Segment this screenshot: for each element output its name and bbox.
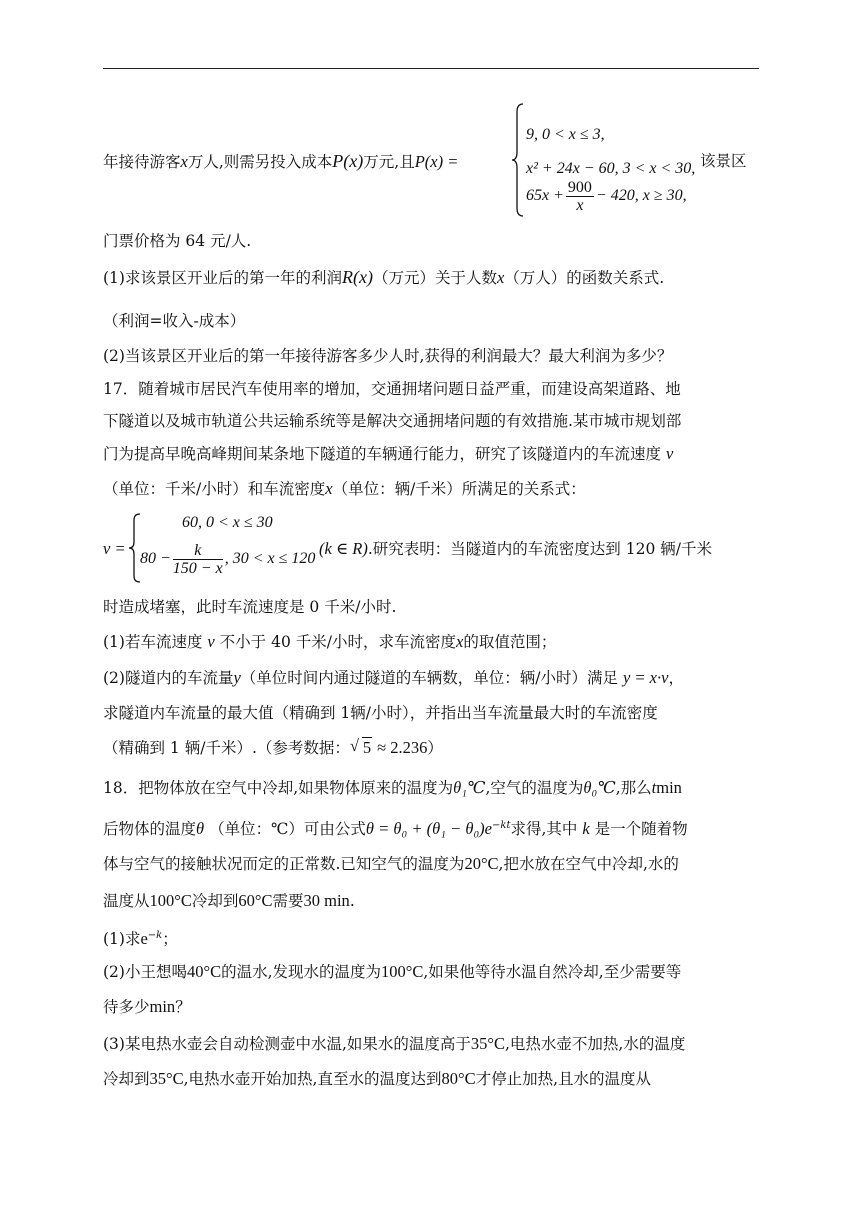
question-16-2: (2)当该景区开业后的第一年接待游客多少人时,获得的利润最大？最大利润为多少？ [103,347,673,365]
text-line: 门票价格为 64 元/人. [103,232,252,250]
question-18-line-4: 温度从100°C冷却到60°C需要30 min. [103,891,355,910]
question-17-line-2: 下隧道以及城市轨道公共运输系统等是解决交通拥堵问题的有效措施.某市城市规划部 [103,412,682,430]
cost-function-line [103,150,458,173]
var-px: P(x) [332,151,364,171]
text: 65x + [526,187,564,205]
text: − 420, x ≥ 30, [595,187,687,205]
question-18-part-3-cont: 冷却到35°C,电热水壶开始加热,直至水的温度达到80°C才停止加热,且水的温度从 [103,1069,652,1088]
speed-case-1: 60, 0 < x ≤ 30 [182,514,273,531]
speed-function-tail: (k ∈ R).研究表明：当隧道内的车流密度达到 120 辆/千米 [319,539,712,558]
question-16-1: (1)求该景区开业后的第一年的利润R(x)（万元）关于人数x（万人）的函数关系式. [103,267,665,287]
left-brace-icon [511,102,525,218]
question-17-line-3: 门为提高早晚高峰期间某条地下隧道的车辆通行能力，研究了该隧道内的车流速度 v [103,444,674,463]
var-x: x [180,152,188,171]
cost-function-tail: 该景区 [700,152,747,170]
question-18-part-1: (1)求$e^{-k}$； [103,929,178,949]
question-17-line-1: 17．随着城市居民汽车使用率的增加，交通拥堵问题日益严重，而建设高架道路、地 [103,380,681,398]
question-18-part-2: (2)小王想喝40°C的温水,发现水的温度为100°C,如果他等待水温自然冷却,至少需要等 [103,962,682,981]
question-17-line-5: 时造成堵塞，此时车流速度是 0 千米/小时. [103,598,397,616]
question-18-line-1: 18．把物体放在空气中冷却,如果物体原来的温度为θ₁℃,空气的温度为θ₀℃,那么tmin [103,778,682,797]
header-rule [103,68,759,69]
question-18-line-3: 体与空气的接触状况而定的正常数.已知空气的温度为20°C,把水放在空气中冷却,水的 [103,854,679,873]
question-17-part-2-ref: （精确到 1 辆/千米）.（参考数据：√ 5 ≈ 2.236） [103,737,443,759]
question-17-line-4: （单位：千米/小时）和车流密度x（单位：辆/千米）所满足的关系式： [103,479,586,498]
question-18-part-2-cont: 待多少min？ [103,997,191,1016]
cost-case-1: 9, 0 < x ≤ 3, [526,126,605,143]
px-equals: P(x) = [414,152,459,171]
question-17-part-1: (1)若车流速度 v 不小于 40 千米/小时，求车流密度x的取值范围； [103,632,557,651]
text: 万人,则需另投入成本 [187,153,333,171]
cost-function-block [103,100,763,218]
text-line: （利润=收入-成本） [103,312,246,330]
question-18-line-2: 后物体的温度θ （单位：℃）可由公式$\theta = \theta_0 + (\theta_1 - \theta_0)e^{-kt}$求得,其中 k 是一个随着物 [103,819,688,839]
cost-case-2: x² + 24x − 60, 3 < x < 30, [526,160,696,177]
text: 年接待游客 [103,153,181,171]
text: 万元,且 [363,153,415,171]
question-17-part-2: (2)隧道内的车流量y（单位时间内通过隧道的车辆数，单位：辆/小时）满足 y = x·v， [103,668,684,687]
cost-case-3 [526,179,687,214]
question-18-part-3: (3)某电热水壶会自动检测壶中水温,如果水的温度高于35°C,电热水壶不加热,水的温度 [103,1034,686,1053]
fraction: $\frac{900}{x}$ [567,179,592,214]
speed-function-line: v = [103,539,126,558]
speed-case-2: 80 − $\frac{k}{150 - x}$ , 30 < x ≤ 120 [140,542,316,577]
question-17-part-2-cont: 求隧道内车流量的最大值（精确到 1辆/小时），并指出当车流量最大时的车流密度 [103,704,658,722]
